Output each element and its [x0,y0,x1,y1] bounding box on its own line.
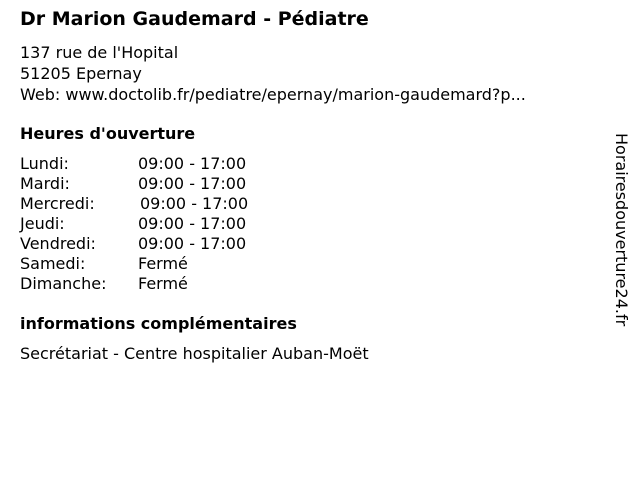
day-hours: Fermé [138,254,188,273]
site-watermark: Horairesdouverture24.fr [612,133,631,327]
address-city: 51205 Epernay [20,64,142,83]
day-label: Mardi: [20,174,70,193]
address-street: 137 rue de l'Hopital [20,43,179,62]
opening-hours-heading: Heures d'ouverture [20,124,196,143]
day-label: Vendredi: [20,234,96,253]
website-link[interactable]: Web: www.doctolib.fr/pediatre/epernay/marion-gaudemard?p... [20,85,526,104]
page-title: Dr Marion Gaudemard - Pédiatre [20,8,369,30]
day-label: Jeudi: [20,214,65,233]
day-label: Dimanche: [20,274,107,293]
additional-info-text: Secrétariat - Centre hospitalier Auban-Moët [20,344,369,363]
day-hours: 09:00 - 17:00 [140,194,249,213]
day-hours: Fermé [138,274,188,293]
additional-info-heading: informations complémentaires [20,314,297,333]
day-label: Samedi: [20,254,86,273]
day-hours: 09:00 - 17:00 [138,234,247,253]
day-hours: 09:00 - 17:00 [138,214,247,233]
day-hours: 09:00 - 17:00 [138,154,247,173]
day-hours: 09:00 - 17:00 [138,174,247,193]
day-label: Mercredi: [20,194,95,213]
day-label: Lundi: [20,154,69,173]
